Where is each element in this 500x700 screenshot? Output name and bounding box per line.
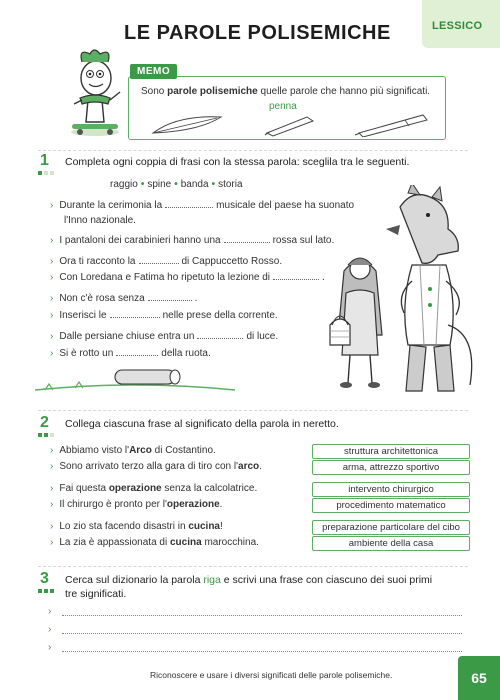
exercise-3-instruction-line2: tre significati. [65,588,127,600]
divider [38,566,468,567]
meaning-box[interactable]: struttura architettonica [312,444,470,459]
list-item: › La zia è appassionata di cucina marocchina. [50,537,259,548]
exercise-2-instruction: Collega ciascuna frase al significato della parola in neretto. [65,418,339,430]
section-tab-label: LESSICO [432,20,483,32]
chevron-right-icon: › [48,624,52,635]
answer-blank[interactable] [116,347,158,356]
difficulty-dots-icon [38,433,54,437]
chevron-right-icon: › [50,310,54,321]
chevron-right-icon: › [48,642,52,653]
chevron-right-icon: › [50,537,54,548]
memo-pictures [147,111,437,137]
exercise-1-number: 1 [40,152,49,169]
writing-line[interactable] [48,624,466,635]
divider [38,150,468,151]
chevron-right-icon: › [50,200,54,211]
exercise-3-instruction: Cerca sul dizionario la parola riga e scrivi una frase con ciascuno dei suoi primi [65,574,433,586]
answer-blank[interactable] [197,330,243,339]
chevron-right-icon: › [50,521,54,532]
memo-box [128,76,446,140]
feather-icon [153,117,221,133]
list-item: › Durante la cerimonia la musicale del paese ha suonato [50,200,355,211]
chevron-right-icon: › [50,483,54,494]
footer-text: Riconoscere e usare i diversi significati delle parole polisemiche. [150,670,393,680]
meaning-box[interactable]: intervento chirurgico [312,482,470,497]
meaning-box[interactable]: preparazione particolare del cibo [312,520,470,535]
list-item: › Abbiamo visto l'Arco di Costantino. [50,445,216,456]
answer-blank[interactable] [110,309,160,318]
page-number: 65 [458,656,500,700]
chevron-right-icon: › [50,293,54,304]
memo-example-word: penna [269,101,297,112]
section-tab [422,0,500,48]
difficulty-dots-icon [38,171,54,175]
list-item: › Sono arrivato terzo alla gara di tiro con l'arco. [50,461,262,472]
page-title: LE PAROLE POLISEMICHE [124,22,391,44]
meaning-box[interactable]: arma, attrezzo sportivo [312,460,470,475]
list-item: › Fai questa operazione senza la calcolatrice. [50,483,258,494]
difficulty-dots-icon [38,589,54,593]
pen-icon [355,115,427,137]
list-item: › Non c'è rosa senza . [50,293,198,304]
log-illustration [35,366,235,396]
quill-icon [265,117,313,136]
memo-keyword: parole polisemiche [167,86,258,97]
writing-line[interactable] [48,642,466,653]
exercise-3-number: 3 [40,570,49,587]
memo-label: MEMO [130,64,177,79]
memo-definition: Sono parole polisemiche quelle parole che hanno più significati. [141,86,431,97]
list-item: › Inserisci le nelle prese della corrente. [50,310,278,321]
answer-blank[interactable] [224,234,270,243]
chevron-right-icon: › [50,256,54,267]
chevron-right-icon: › [50,272,54,283]
chevron-right-icon: › [50,461,54,472]
chevron-right-icon: › [50,348,54,359]
list-item: › Dalle persiane chiuse entra un di luce. [50,331,279,342]
list-item: › Con Loredana e Fatima ho ripetuto la lezione di . [50,272,325,283]
chevron-right-icon: › [50,445,54,456]
answer-blank[interactable] [148,292,192,301]
list-item: › Si è rotto un della ruota. [50,348,211,359]
writing-line[interactable] [48,606,466,617]
chevron-right-icon: › [48,606,52,617]
answer-blank[interactable] [165,199,213,208]
exercise-1-instruction: Completa ogni coppia di frasi con la stessa parola: sceglila tra le seguenti. [65,156,410,168]
chevron-right-icon: › [50,499,54,510]
girl-icon [330,258,382,388]
exercise-2-number: 2 [40,414,49,431]
mascot-skateboard-icon [60,44,130,140]
wolf-icon [386,185,472,391]
chevron-right-icon: › [50,331,54,342]
wolf-and-girl-illustration [300,185,480,410]
list-item: › Lo zio sta facendo disastri in cucina! [50,521,223,532]
chevron-right-icon: › [50,235,54,246]
word-bank: raggio • spine • banda • storia [110,179,243,190]
list-item: l'Inno nazionale. [64,215,136,226]
list-item: › Il chirurgo è pronto per l'operazione. [50,499,223,510]
list-item: › I pantaloni dei carabinieri hanno una rossa sul lato. [50,235,335,246]
meaning-box[interactable]: procedimento matematico [312,498,470,513]
divider [38,410,468,411]
answer-blank[interactable] [139,255,179,264]
list-item: › Ora ti racconto la di Cappuccetto Rosso. [50,256,283,267]
meaning-box[interactable]: ambiente della casa [312,536,470,551]
